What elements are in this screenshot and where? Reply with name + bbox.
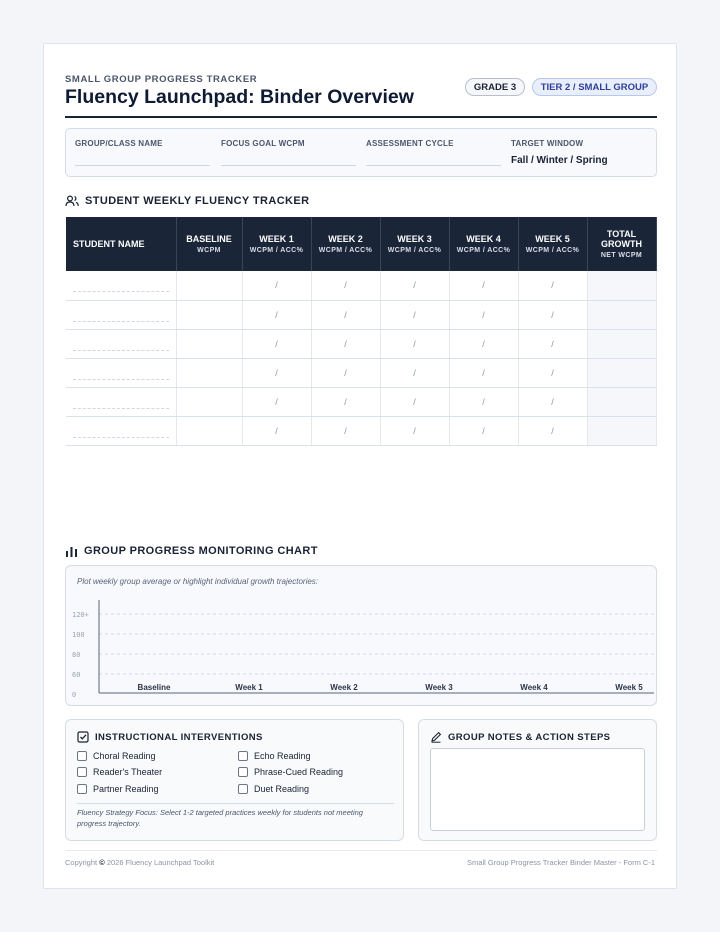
footer-copyright [65,858,214,867]
intervention-duet-reading[interactable] [238,784,309,794]
week-1-cell[interactable]: / [242,271,311,300]
week-5-cell[interactable]: / [518,358,587,387]
week-3-cell[interactable]: / [380,271,449,300]
assessment-cycle-label: ASSESSMENT CYCLE [366,139,454,148]
week-4-cell[interactable]: / [449,387,518,416]
week-2-cell[interactable]: / [311,358,380,387]
week-1-cell[interactable]: / [242,416,311,445]
student-row [66,329,656,358]
week-3-cell[interactable]: / [380,387,449,416]
week-2-cell[interactable]: / [311,329,380,358]
total-growth-cell[interactable] [587,416,656,445]
chart-heading-text: GROUP PROGRESS MONITORING CHART [84,545,318,557]
progress-chart [54,586,658,704]
y-tick-label: 120+ [72,611,89,619]
week-3-cell[interactable]: / [380,300,449,329]
pencil-icon [430,731,442,743]
intervention-partner-reading[interactable] [77,784,159,794]
week-2-cell[interactable]: / [311,300,380,329]
intervention-label: Reader's Theater [93,767,163,777]
week-2-cell[interactable]: / [311,387,380,416]
checkbox[interactable] [77,784,87,794]
y-tick-label: 100 [72,631,85,639]
fluency-tracker-table [66,217,657,446]
baseline-cell[interactable] [176,358,242,387]
total-growth-cell[interactable] [587,271,656,300]
checkbox[interactable] [77,751,87,761]
week-2-cell[interactable]: / [311,271,380,300]
divider [77,803,394,804]
eyebrow-label: SMALL GROUP PROGRESS TRACKER [65,74,258,85]
notes-heading [430,731,610,743]
y-tick-label: 0 [72,691,77,699]
meta-info-box [65,128,657,177]
tier-badge: TIER 2 / SMALL GROUP [532,78,657,96]
week-1-cell[interactable]: / [242,329,311,358]
bar-chart-icon [65,545,78,557]
group-name-field[interactable] [75,165,210,166]
page-title: Fluency Launchpad: Binder Overview [65,86,414,108]
notes-heading-text: GROUP NOTES & ACTION STEPS [448,731,611,743]
focus-goal-label: FOCUS GOAL WCPM [221,139,305,148]
interventions-heading [77,731,263,743]
binder-page [43,43,677,889]
checkbox-check-icon [77,731,89,743]
target-window-label: TARGET WINDOW [511,139,584,148]
baseline-cell[interactable] [176,329,242,358]
week-5-cell[interactable]: / [518,271,587,300]
footer-form-id: Small Group Progress Tracker Binder Master - Form C-1 [467,858,655,867]
interventions-heading-text: INSTRUCTIONAL INTERVENTIONS [95,731,263,743]
student-row [66,416,656,445]
checkbox[interactable] [238,767,248,777]
total-growth-cell[interactable] [587,329,656,358]
x-tick-label: Week 1 [235,683,263,692]
intervention-label: Echo Reading [254,751,311,761]
col-week-3: WEEK 3 WCPM / ACC% [380,217,449,271]
target-window-value: Fall / Winter / Spring [511,155,608,166]
total-growth-cell[interactable] [587,300,656,329]
week-4-cell[interactable]: / [449,300,518,329]
y-tick-label: 60 [72,671,81,679]
student-name-cell[interactable] [66,300,176,329]
users-icon [65,195,79,207]
focus-goal-field[interactable] [221,165,356,166]
copyright-icon: © [99,858,105,867]
grade-badge: GRADE 3 [465,78,525,96]
total-growth-cell[interactable] [587,387,656,416]
x-tick-label: Week 2 [330,683,358,692]
copyright-text: 2026 Fluency Launchpad Toolkit [106,858,215,867]
intervention-label: Phrase-Cued Reading [254,767,344,777]
chart-heading [65,545,318,557]
checkbox[interactable] [238,751,248,761]
student-name-cell[interactable] [66,387,176,416]
col-week-1: WEEK 1 WCPM / ACC% [242,217,311,271]
student-name-cell[interactable] [66,358,176,387]
group-name-label: GROUP/CLASS NAME [75,139,163,148]
y-tick-label: 80 [72,651,81,659]
col-student-name: STUDENT NAME [66,217,176,271]
baseline-cell[interactable] [176,271,242,300]
week-4-cell[interactable]: / [449,416,518,445]
week-1-cell[interactable]: / [242,300,311,329]
checkbox[interactable] [238,784,248,794]
student-name-cell[interactable] [66,416,176,445]
intervention-phrase-cued-reading[interactable] [238,767,343,777]
title-rule [65,116,657,118]
tracker-header-row [66,217,656,271]
assessment-cycle-field[interactable] [366,165,501,166]
chart-note: Plot weekly group average or highlight individual growth trajectories: [77,577,319,586]
col-week-5: WEEK 5 WCPM / ACC% [518,217,587,271]
group-notes-textarea[interactable] [430,748,645,831]
footer-divider [65,850,657,851]
student-name-cell[interactable] [66,271,176,300]
group-notes-card [418,719,657,841]
week-2-cell[interactable]: / [311,416,380,445]
week-5-cell[interactable]: / [518,300,587,329]
intervention-label: Duet Reading [254,784,310,794]
copyright-word: Copyright [65,858,98,867]
x-tick-label: Week 5 [615,683,643,692]
week-5-cell[interactable]: / [518,416,587,445]
col-baseline: BASELINE WCPM [176,217,242,271]
x-tick-label: Week 4 [520,683,548,692]
interventions-card [65,719,404,841]
baseline-cell[interactable] [176,300,242,329]
x-tick-label: Week 3 [425,683,453,692]
week-1-cell[interactable]: / [242,387,311,416]
week-3-cell[interactable]: / [380,416,449,445]
col-total-growth: TOTAL GROWTH NET WCPM [587,217,656,271]
week-4-cell[interactable]: / [449,358,518,387]
student-row [66,271,656,300]
intervention-echo-reading[interactable] [238,751,311,761]
week-3-cell[interactable]: / [380,358,449,387]
x-tick-label: Baseline [137,683,171,692]
tracker-heading [65,195,309,207]
col-week-2: WEEK 2 WCPM / ACC% [311,217,380,271]
strategy-focus-note: Fluency Strategy Focus: Select 1-2 targeted practices weekly for students not meeting progress trajectory. [77,808,363,828]
week-5-cell[interactable]: / [518,387,587,416]
baseline-cell[interactable] [176,387,242,416]
checkbox[interactable] [77,767,87,777]
week-1-cell[interactable]: / [242,358,311,387]
intervention-label: Choral Reading [93,751,156,761]
week-4-cell[interactable]: / [449,329,518,358]
week-3-cell[interactable]: / [380,329,449,358]
col-week-4: WEEK 4 WCPM / ACC% [449,217,518,271]
baseline-cell[interactable] [176,416,242,445]
intervention-choral-reading[interactable] [77,751,156,761]
progress-chart-box [65,565,657,706]
week-5-cell[interactable]: / [518,329,587,358]
total-growth-cell[interactable] [587,358,656,387]
week-4-cell[interactable]: / [449,271,518,300]
intervention-readers-theater[interactable] [77,767,162,777]
student-name-cell[interactable] [66,329,176,358]
tracker-heading-text: STUDENT WEEKLY FLUENCY TRACKER [85,195,310,207]
student-row [66,387,656,416]
student-row [66,300,656,329]
intervention-label: Partner Reading [93,784,159,794]
student-row [66,358,656,387]
